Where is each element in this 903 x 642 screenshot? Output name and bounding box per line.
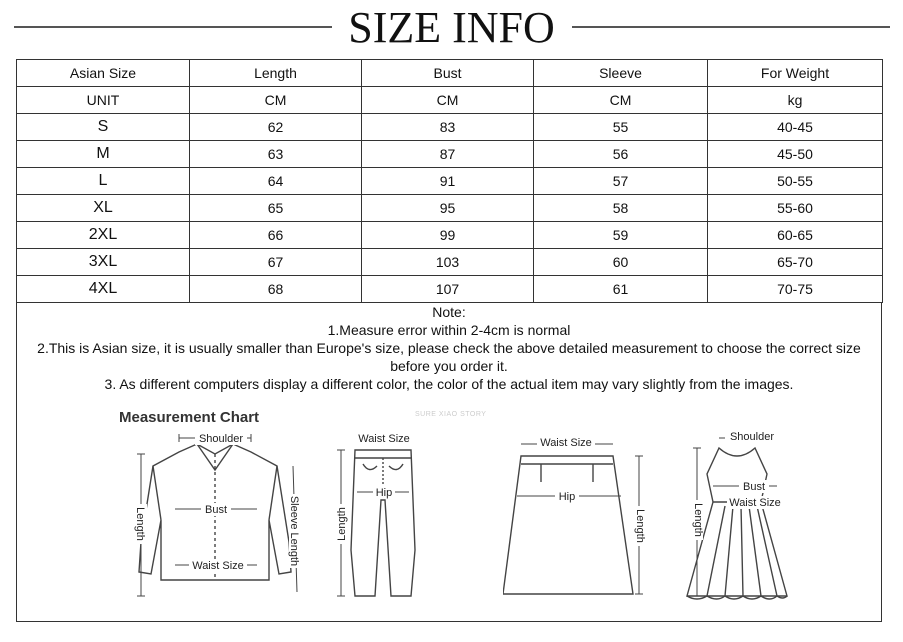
notes-text: [17, 302, 881, 393]
table-cell: UNIT: [17, 87, 190, 114]
dress-shoulder-label: Shoulder: [729, 431, 775, 443]
table-cell: Sleeve: [534, 60, 708, 87]
table-cell: 70-75: [708, 276, 883, 303]
note-2: 2.This is Asian size, it is usually smaller than Europe's size, please check the above detailed measurement to choose the correct size: [37, 340, 861, 356]
table-cell: 59: [534, 222, 708, 249]
dress-bust-label: Bust: [742, 481, 766, 493]
table-cell: 61: [534, 276, 708, 303]
table-row: [17, 249, 883, 276]
note-2-continued: before you order it.: [390, 358, 508, 374]
table-header-row: [17, 60, 883, 87]
table-row: [17, 141, 883, 168]
table-cell: 60: [534, 249, 708, 276]
skirt-waist-label: Waist Size: [540, 437, 592, 449]
table-cell: M: [17, 141, 190, 168]
pants-hip-label: Hip: [375, 487, 393, 499]
notes-heading: Note:: [432, 304, 466, 320]
table-cell: 62: [190, 114, 362, 141]
watermark: SURE XIAO STORY: [415, 411, 487, 418]
table-cell: 87: [362, 141, 534, 168]
table-cell: 3XL: [17, 249, 190, 276]
table-cell: 91: [362, 168, 534, 195]
table-cell: Asian Size: [17, 60, 190, 87]
title-row: [0, 0, 903, 56]
table-cell: 55-60: [708, 195, 883, 222]
skirt-diagram: [503, 430, 653, 600]
measurement-chart-title: Measurement Chart: [119, 409, 260, 426]
table-cell: CM: [190, 87, 362, 114]
shirt-length-label: Length: [134, 507, 146, 541]
table-row: [17, 222, 883, 249]
table-cell: 56: [534, 141, 708, 168]
note-3: 3. As different computers display a different color, the color of the actual item may vary slightly from the images.: [104, 376, 794, 392]
table-unit-row: [17, 87, 883, 114]
page-title: SIZE INFO: [348, 3, 555, 52]
skirt-hip-label: Hip: [558, 491, 576, 503]
shirt-waist-label: Waist Size: [192, 560, 244, 572]
dress-length-label: Length: [692, 503, 704, 537]
pants-length-label: Length: [336, 507, 348, 541]
table-cell: 65-70: [708, 249, 883, 276]
table-cell: 40-45: [708, 114, 883, 141]
table-cell: 107: [362, 276, 534, 303]
table-cell: Length: [190, 60, 362, 87]
notes-section: [16, 302, 882, 622]
table-cell: 66: [190, 222, 362, 249]
shirt-bust-label: Bust: [204, 504, 228, 516]
table-cell: kg: [708, 87, 883, 114]
table-cell: 63: [190, 141, 362, 168]
table-cell: 65: [190, 195, 362, 222]
note-1: 1.Measure error within 2-4cm is normal: [327, 322, 571, 338]
table-cell: 95: [362, 195, 534, 222]
table-cell: S: [17, 114, 190, 141]
pants-waist-label: Waist Size: [358, 433, 410, 445]
table-cell: 99: [362, 222, 534, 249]
title-divider-right: [572, 26, 890, 28]
table-cell: 4XL: [17, 276, 190, 303]
dress-diagram: [677, 430, 797, 605]
table-cell: XL: [17, 195, 190, 222]
table-cell: L: [17, 168, 190, 195]
table-cell: Bust: [362, 60, 534, 87]
table-cell: 45-50: [708, 141, 883, 168]
table-cell: 67: [190, 249, 362, 276]
table-cell: 50-55: [708, 168, 883, 195]
table-cell: 60-65: [708, 222, 883, 249]
table-row: [17, 114, 883, 141]
table-cell: 58: [534, 195, 708, 222]
table-cell: For Weight: [708, 60, 883, 87]
table-row: [17, 276, 883, 303]
table-cell: 64: [190, 168, 362, 195]
shirt-shoulder-label: Shoulder: [198, 433, 244, 445]
table-cell: 83: [362, 114, 534, 141]
skirt-length-label: Length: [634, 509, 646, 543]
shirt-sleeve-label: Sleeve Length: [288, 495, 300, 567]
size-table: [16, 59, 883, 303]
table-row: [17, 168, 883, 195]
dress-waist-label: Waist Size: [729, 497, 781, 509]
table-cell: 2XL: [17, 222, 190, 249]
table-cell: CM: [362, 87, 534, 114]
pants-diagram: [315, 430, 425, 600]
table-row: [17, 195, 883, 222]
shirt-diagram: [117, 430, 307, 600]
table-cell: 103: [362, 249, 534, 276]
table-cell: 68: [190, 276, 362, 303]
table-cell: CM: [534, 87, 708, 114]
table-cell: 55: [534, 114, 708, 141]
table-cell: 57: [534, 168, 708, 195]
